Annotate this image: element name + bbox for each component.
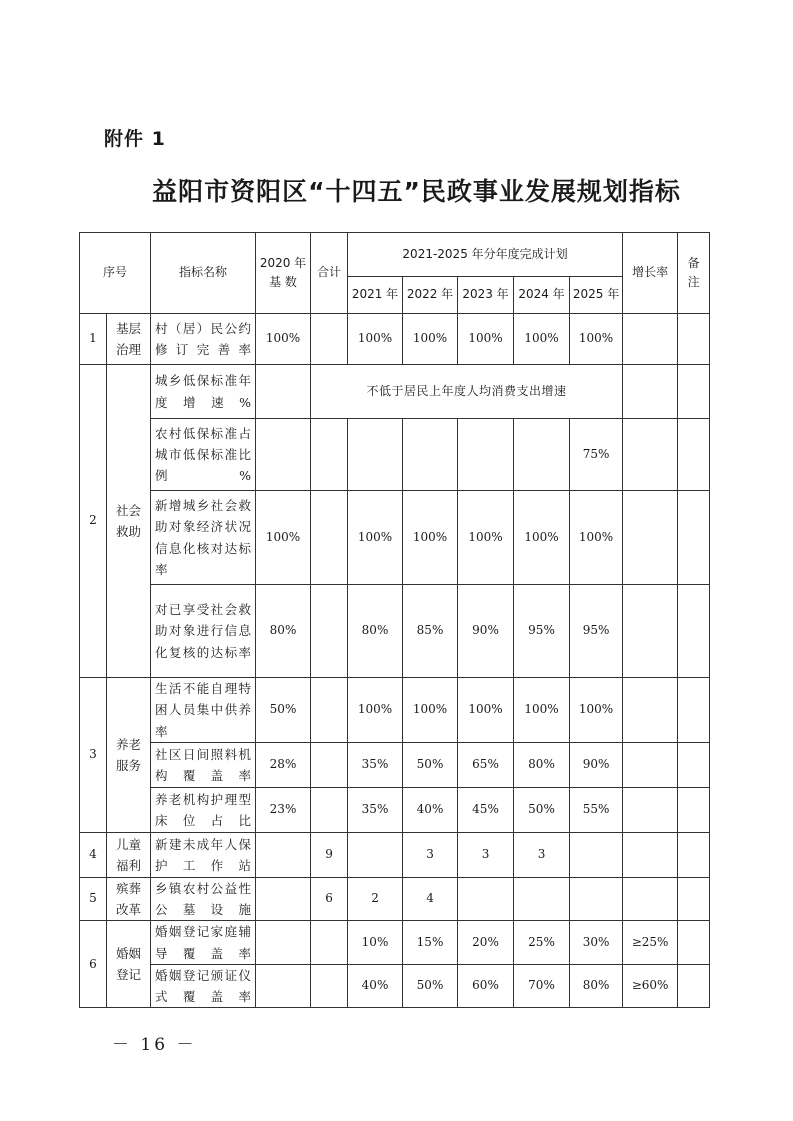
indicator-table: [79, 232, 710, 1008]
year-cell: [514, 877, 570, 921]
header-2024: 2024 年: [514, 277, 570, 314]
indicator-name: 新增城乡社会救助对象经济状况信息化核对达标率: [151, 491, 256, 585]
year-cell: [514, 419, 570, 491]
year-cell: 45%: [458, 787, 514, 832]
base-cell: 100%: [256, 314, 311, 365]
base-cell: 100%: [256, 491, 311, 585]
year-cell: 100%: [570, 678, 623, 743]
year-cell: 65%: [458, 742, 514, 787]
table-row: [80, 832, 710, 877]
table-row: [80, 921, 710, 965]
growth-cell: [623, 491, 678, 585]
year-cell: 80%: [514, 742, 570, 787]
year-cell: 30%: [570, 921, 623, 965]
year-cell: 90%: [570, 742, 623, 787]
category-line: 福利: [116, 857, 142, 873]
header-base: [256, 233, 311, 314]
year-cell: 35%: [348, 787, 403, 832]
growth-cell: [623, 365, 678, 419]
indicator-name: 养老机构护理型床位占比: [151, 787, 256, 832]
year-cell: 100%: [348, 314, 403, 365]
year-cell: 90%: [458, 585, 514, 678]
category-line: 儿童: [116, 836, 142, 852]
header-2021: 2021 年: [348, 277, 403, 314]
header-2023: 2023 年: [458, 277, 514, 314]
year-cell: 100%: [403, 491, 458, 585]
year-cell: 100%: [514, 314, 570, 365]
note-cell: [678, 832, 710, 877]
year-cell: 35%: [348, 742, 403, 787]
table-row: [80, 742, 710, 787]
year-cell: [348, 832, 403, 877]
year-cell: [458, 877, 514, 921]
growth-cell: [623, 678, 678, 743]
header-note-line1: 备: [687, 255, 700, 270]
year-cell: 15%: [403, 921, 458, 965]
category-line: 改革: [116, 902, 142, 917]
base-cell: [256, 832, 311, 877]
growth-cell: [623, 419, 678, 491]
year-cell: 100%: [458, 491, 514, 585]
year-cell: [570, 877, 623, 921]
category-cell: [107, 832, 151, 877]
category-cell: [107, 314, 151, 365]
total-cell: [311, 921, 348, 965]
table-row: [80, 365, 710, 419]
year-cell: 100%: [570, 491, 623, 585]
category-cell: [107, 877, 151, 921]
header-base-line2: 基 数: [269, 275, 297, 289]
year-cell: 100%: [514, 678, 570, 743]
indicator-name: 对已享受社会救助对象进行信息化复核的达标率: [151, 585, 256, 678]
total-cell: [311, 742, 348, 787]
year-cell: 3: [458, 832, 514, 877]
indicator-name: 社区日间照料机构覆盖率: [151, 742, 256, 787]
seq-cell: 4: [80, 832, 107, 877]
header-growth: 增长率: [623, 233, 678, 314]
table-row: [80, 314, 710, 365]
year-cell: 100%: [348, 491, 403, 585]
growth-cell: ≥25%: [623, 921, 678, 965]
year-cell: 100%: [458, 678, 514, 743]
year-cell: 70%: [514, 964, 570, 1008]
table-row: [80, 419, 710, 491]
year-cell: 100%: [570, 314, 623, 365]
year-cell: [403, 419, 458, 491]
note-cell: [678, 787, 710, 832]
total-cell: [311, 491, 348, 585]
category-line: 登记: [116, 967, 142, 983]
seq-cell: 2: [80, 365, 107, 678]
total-cell: [311, 419, 348, 491]
note-cell: [678, 419, 710, 491]
header-note-line2: 注: [687, 275, 700, 289]
total-cell: 6: [311, 877, 348, 921]
base-cell: [256, 877, 311, 921]
seq-cell: 5: [80, 877, 107, 921]
category-line: 救助: [116, 524, 142, 539]
year-cell: 80%: [570, 964, 623, 1008]
year-cell: 40%: [348, 964, 403, 1008]
year-cell: 50%: [514, 787, 570, 832]
category-line: 基层: [116, 320, 142, 336]
category-cell: [107, 921, 151, 1008]
table-row: [80, 678, 710, 743]
indicator-name: 婚姻登记家庭辅导覆盖率: [151, 921, 256, 965]
year-cell: 20%: [458, 921, 514, 965]
table-row: [80, 787, 710, 832]
indicator-name: 婚姻登记颁证仪式覆盖率: [151, 964, 256, 1008]
note-cell: [678, 365, 710, 419]
merged-plan-cell: 不低于居民上年度人均消费支出增速: [311, 365, 623, 419]
table-row: [80, 877, 710, 921]
base-cell: [256, 419, 311, 491]
year-cell: 100%: [403, 314, 458, 365]
base-cell: 80%: [256, 585, 311, 678]
category-line: 治理: [116, 342, 142, 357]
header-note: [678, 233, 710, 314]
year-cell: 40%: [403, 787, 458, 832]
base-cell: [256, 964, 311, 1008]
year-cell: 3: [403, 832, 458, 877]
category-cell: [107, 365, 151, 678]
total-cell: [311, 314, 348, 365]
indicator-name: 乡镇农村公益性公墓设施: [151, 877, 256, 921]
note-cell: [678, 585, 710, 678]
total-cell: [311, 787, 348, 832]
base-cell: 50%: [256, 678, 311, 743]
page-number: － 16 －: [112, 1035, 197, 1055]
base-cell: [256, 365, 311, 419]
header-2022: 2022 年: [403, 277, 458, 314]
category-line: 殡葬: [116, 880, 142, 896]
growth-cell: [623, 314, 678, 365]
seq-cell: 1: [80, 314, 107, 365]
year-cell: [348, 419, 403, 491]
indicator-name: 村（居）民公约修订完善率: [151, 314, 256, 365]
year-cell: 95%: [514, 585, 570, 678]
document-title: 益阳市资阳区“十四五”民政事业发展规划指标: [152, 177, 681, 206]
header-base-line1: 2020 年: [259, 255, 307, 270]
year-cell: 50%: [403, 964, 458, 1008]
seq-cell: 6: [80, 921, 107, 1008]
category-line: 社会: [116, 502, 142, 518]
indicator-name: 新建未成年人保护工作站: [151, 832, 256, 877]
table-row: [80, 964, 710, 1008]
year-cell: 60%: [458, 964, 514, 1008]
year-cell: 10%: [348, 921, 403, 965]
table-row: [80, 585, 710, 678]
header-plan: 2021-2025 年分年度完成计划: [348, 233, 623, 277]
category-line: 婚姻: [116, 946, 142, 961]
growth-cell: [623, 585, 678, 678]
header-seq: 序号: [80, 233, 151, 314]
year-cell: [570, 832, 623, 877]
header-row: [80, 233, 710, 277]
year-cell: 100%: [458, 314, 514, 365]
table-row: [80, 491, 710, 585]
note-cell: [678, 678, 710, 743]
indicator-name: 生活不能自理特困人员集中供养率: [151, 678, 256, 743]
year-cell: 25%: [514, 921, 570, 965]
year-cell: 95%: [570, 585, 623, 678]
note-cell: [678, 742, 710, 787]
header-name: 指标名称: [151, 233, 256, 314]
growth-cell: [623, 877, 678, 921]
year-cell: 75%: [570, 419, 623, 491]
note-cell: [678, 491, 710, 585]
base-cell: 28%: [256, 742, 311, 787]
total-cell: 9: [311, 832, 348, 877]
year-cell: 3: [514, 832, 570, 877]
year-cell: 55%: [570, 787, 623, 832]
year-cell: 4: [403, 877, 458, 921]
indicator-name: 城乡低保标准年度增速%: [151, 365, 256, 419]
growth-cell: [623, 832, 678, 877]
header-2025: 2025 年: [570, 277, 623, 314]
note-cell: [678, 921, 710, 965]
year-cell: 100%: [348, 678, 403, 743]
category-line: 服务: [116, 757, 142, 773]
year-cell: 80%: [348, 585, 403, 678]
growth-cell: ≥60%: [623, 964, 678, 1008]
total-cell: [311, 964, 348, 1008]
year-cell: 2: [348, 877, 403, 921]
year-cell: 100%: [403, 678, 458, 743]
growth-cell: [623, 787, 678, 832]
total-cell: [311, 678, 348, 743]
header-total: 合计: [311, 233, 348, 314]
year-cell: 85%: [403, 585, 458, 678]
year-cell: 50%: [403, 742, 458, 787]
note-cell: [678, 964, 710, 1008]
total-cell: [311, 585, 348, 678]
base-cell: [256, 921, 311, 965]
note-cell: [678, 877, 710, 921]
attachment-label: 附件 1: [104, 128, 166, 150]
seq-cell: 3: [80, 678, 107, 833]
year-cell: [458, 419, 514, 491]
category-cell: [107, 678, 151, 833]
growth-cell: [623, 742, 678, 787]
base-cell: 23%: [256, 787, 311, 832]
year-cell: 100%: [514, 491, 570, 585]
note-cell: [678, 314, 710, 365]
indicator-name: 农村低保标准占城市低保标准比例%: [151, 419, 256, 491]
category-line: 养老: [116, 736, 142, 752]
